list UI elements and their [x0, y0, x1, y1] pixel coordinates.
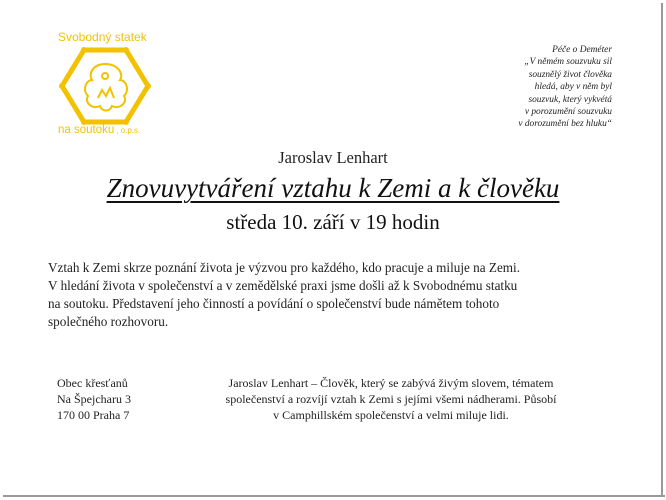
bio-line: společenství a rozvíjí vztah k Zemi s jejími všemi nádherami. Působí	[225, 392, 557, 407]
quote-line: v porozumění souzvuku	[524, 107, 612, 118]
quote-line: v dorozumění bez hluku“	[518, 119, 612, 130]
address-line: 170 00 Praha 7	[57, 408, 130, 423]
hexagon-emblem-icon	[58, 46, 152, 126]
quote-line: Péče o Deméter	[552, 45, 612, 55]
bio-line: v Camphillském společenství a velmi miluje lidi.	[273, 408, 509, 423]
logo-top-text: Svobodný statek	[58, 30, 147, 44]
description-line: Vztah k Zemi skrze poznání života je výzvou pro každého, kdo pracuje a miluje na Zemi.	[48, 260, 521, 275]
bio-line: Jaroslav Lenhart – Člověk, který se zabývá živým slovem, tématem	[228, 376, 554, 390]
logo-bottom-text: na soutoku , o.p.s.	[58, 124, 141, 136]
description-line: společného rozhovoru.	[48, 314, 169, 329]
quote-line: souznělý život člověka	[528, 69, 612, 80]
event-description	[48, 259, 618, 331]
event-date: středa 10. září v 19 hodin	[226, 210, 440, 234]
quote-line: hledá, aby v něm byl	[534, 82, 612, 93]
description-line: na soutoku. Představení jeho činností a povídání o společenství bude námětem tohoto	[48, 296, 500, 311]
speaker-name: Jaroslav Lenhart	[278, 148, 388, 167]
quote-line: souzvuk, který vykvétá	[528, 94, 612, 105]
event-title: Znovuvytváření vztahu k Zemi a k člověku	[106, 173, 560, 203]
slide-shadow-right	[661, 3, 663, 495]
quote-block	[480, 44, 612, 131]
quote-line: „V němém souzvuku sil	[524, 57, 612, 68]
address-line: Na Špejcharu 3	[57, 392, 131, 407]
description-line: V hledání života v společenství a v zemědělské praxi jsme došli až k Svobodnému statku	[48, 278, 518, 293]
venue-address	[57, 375, 131, 424]
speaker-bio	[200, 375, 582, 424]
address-line: Obec křesťanů	[57, 376, 128, 390]
slide-shadow-bottom	[3, 495, 665, 497]
organization-logo	[38, 30, 158, 142]
